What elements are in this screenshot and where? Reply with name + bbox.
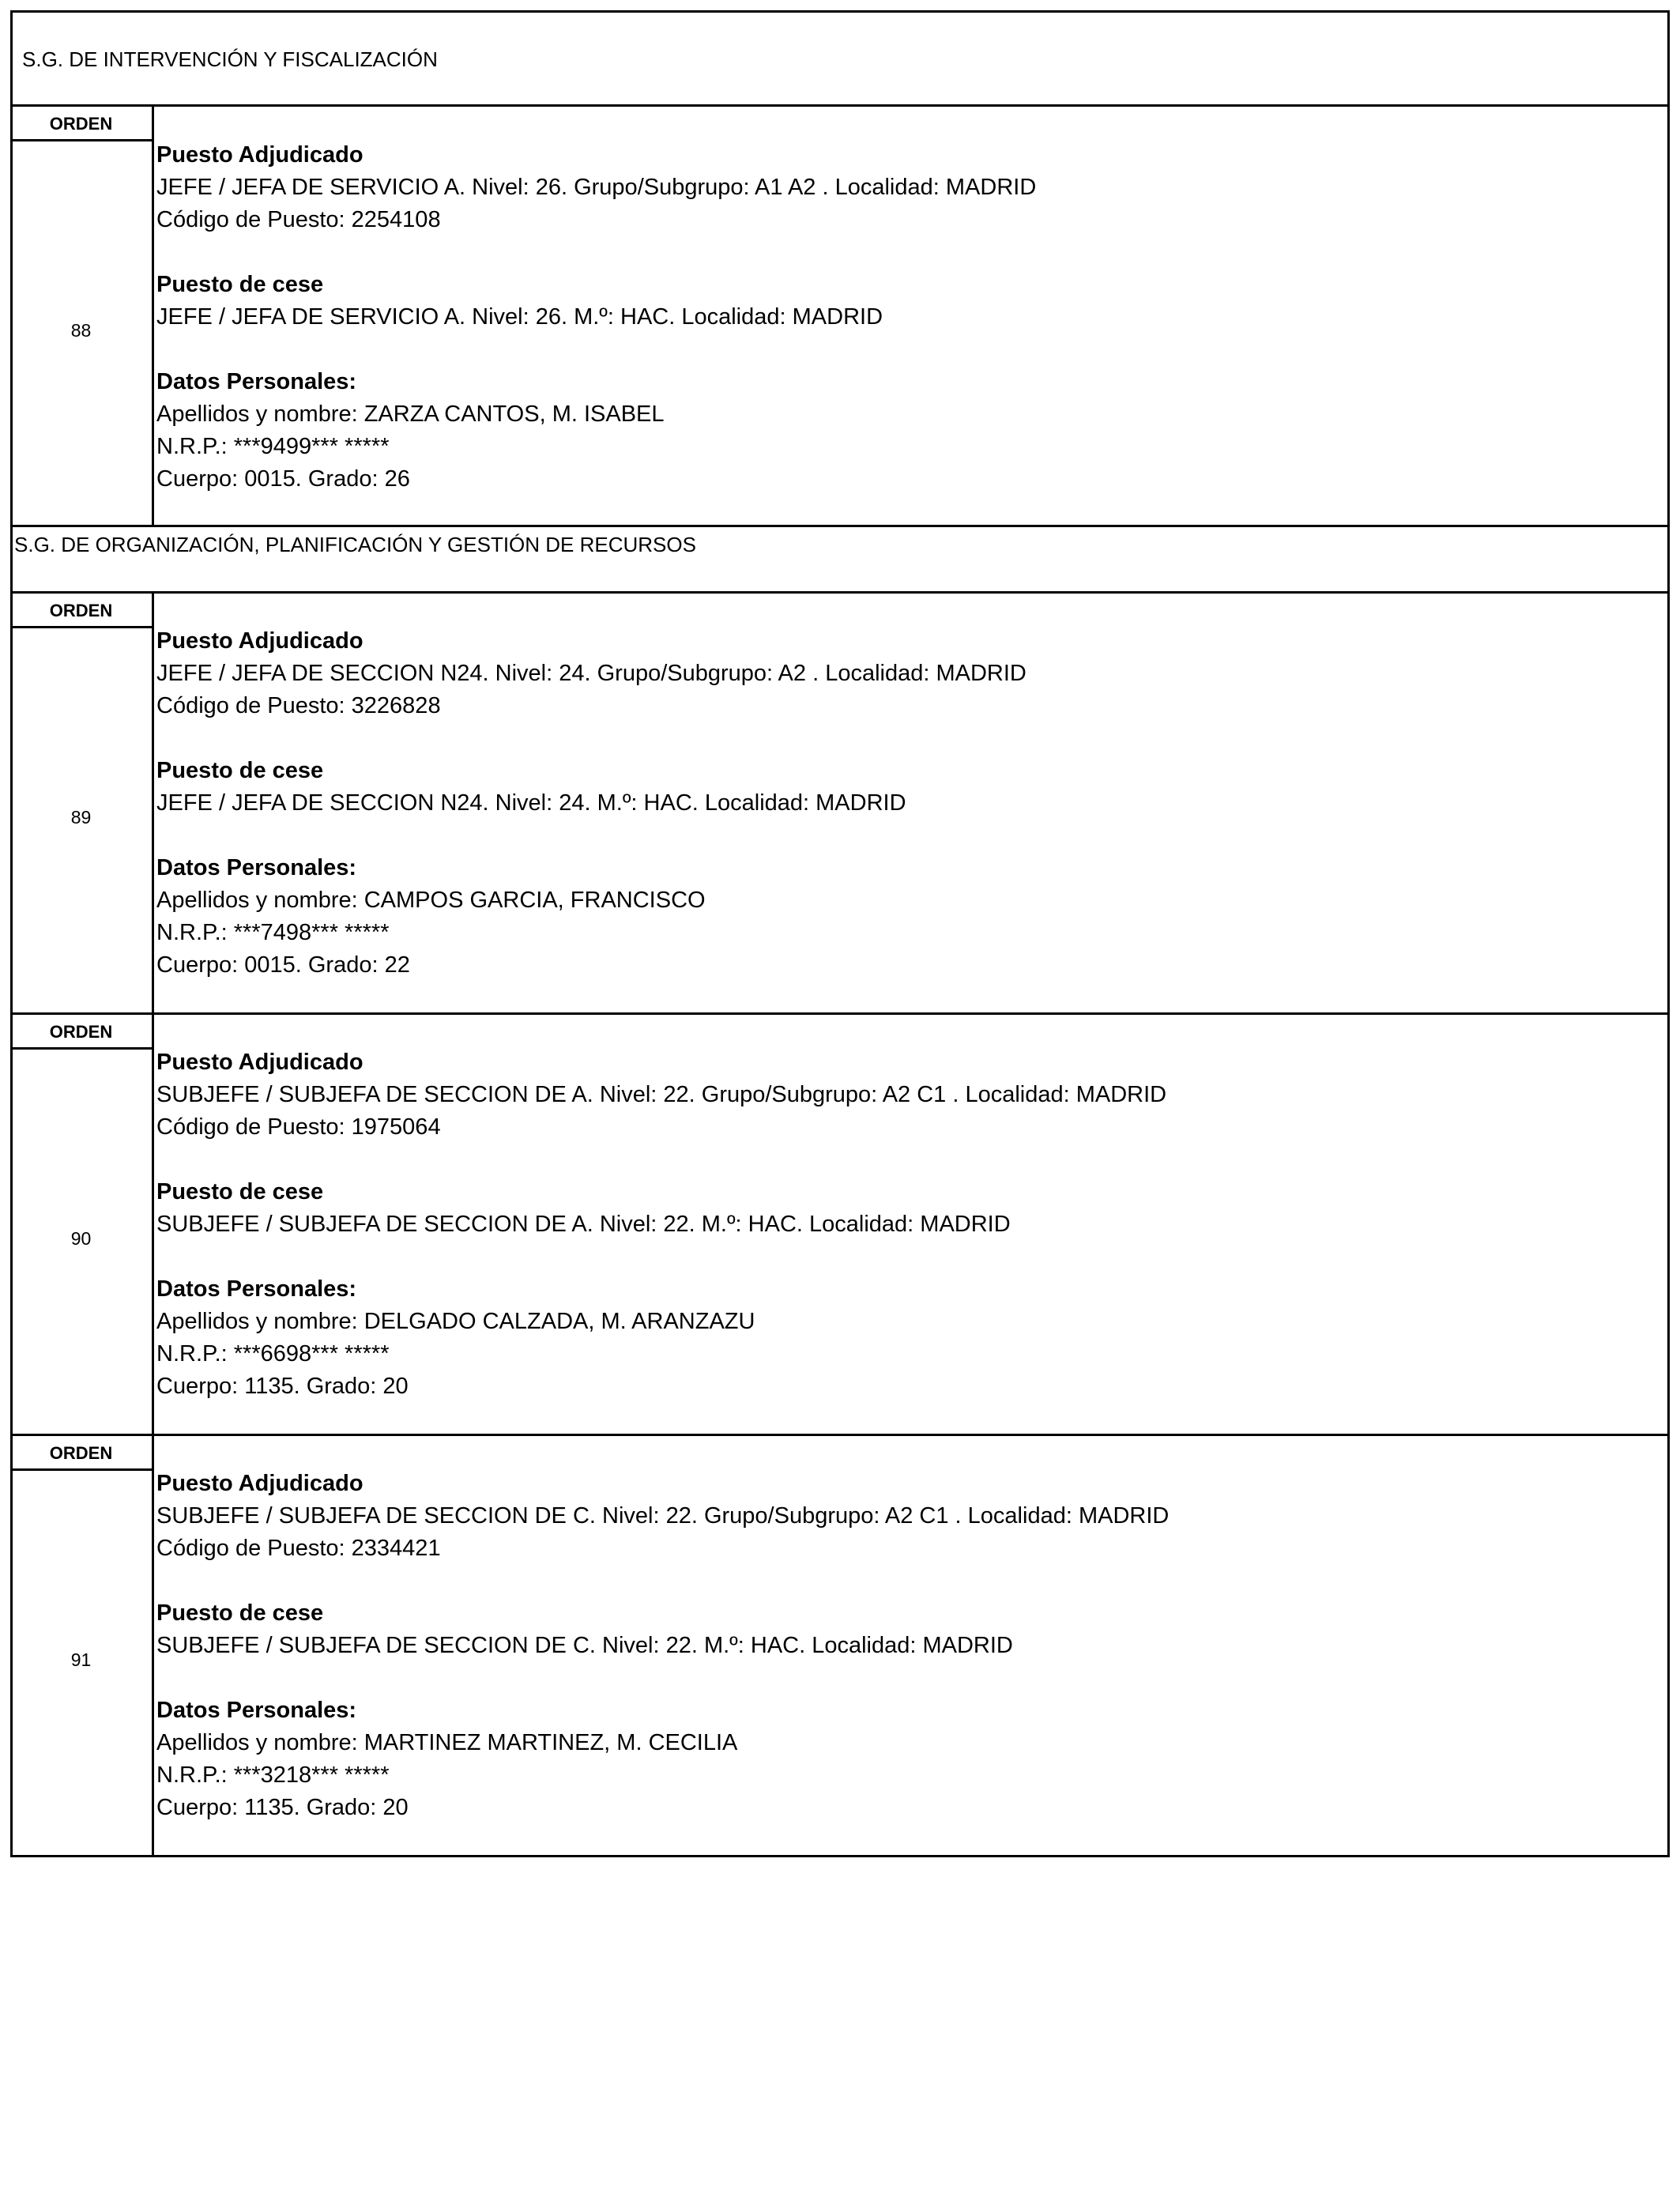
cuerpo-grado: Cuerpo: 1135. Grado: 20 <box>156 1374 409 1399</box>
row-divider <box>10 1012 1670 1015</box>
orden-number: 88 <box>70 320 92 341</box>
puesto-cese-heading: Puesto de cese <box>156 272 324 297</box>
cuerpo-grado: Cuerpo: 1135. Grado: 20 <box>156 1795 409 1820</box>
puesto-cese-text: JEFE / JEFA DE SERVICIO A. Nivel: 26. M.º: HAC. Localidad: MADRID <box>156 304 883 330</box>
apellidos-nombre: Apellidos y nombre: CAMPOS GARCIA, FRANCISCO <box>156 888 706 913</box>
puesto-adjudicado-heading: Puesto Adjudicado <box>156 1050 363 1075</box>
orden-number: 91 <box>70 1649 92 1670</box>
cuerpo-grado: Cuerpo: 0015. Grado: 26 <box>156 466 410 492</box>
orden-column <box>10 107 154 526</box>
nrp: N.R.P.: ***6698*** ***** <box>156 1341 390 1367</box>
section-divider <box>10 104 1670 107</box>
apellidos-nombre: Apellidos y nombre: DELGADO CALZADA, M. ARANZAZU <box>156 1309 755 1334</box>
entry-content <box>156 1046 1166 1403</box>
row-divider <box>10 1434 1670 1436</box>
section-divider <box>10 525 1670 527</box>
datos-personales-heading: Datos Personales: <box>156 1698 357 1723</box>
cuerpo-grado: Cuerpo: 0015. Grado: 22 <box>156 952 410 978</box>
table-top-border <box>10 10 1670 13</box>
orden-number: 89 <box>70 807 92 827</box>
entry-content <box>156 625 1026 982</box>
orden-column <box>10 1015 154 1436</box>
apellidos-nombre: Apellidos y nombre: MARTINEZ MARTINEZ, M. CECILIA <box>156 1730 738 1755</box>
datos-personales-heading: Datos Personales: <box>156 1276 357 1302</box>
puesto-adjudicado-heading: Puesto Adjudicado <box>156 628 363 654</box>
puesto-cese-heading: Puesto de cese <box>156 1600 324 1626</box>
entry-content <box>156 1468 1169 1824</box>
nrp: N.R.P.: ***3218*** ***** <box>156 1762 390 1788</box>
orden-label: ORDEN <box>10 110 152 141</box>
puesto-adjudicado-text: JEFE / JEFA DE SECCION N24. Nivel: 24. Grupo/Subgrupo: A2 . Localidad: MADRID <box>156 661 1026 686</box>
nrp: N.R.P.: ***7498*** ***** <box>156 920 390 945</box>
puesto-adjudicado-text: JEFE / JEFA DE SERVICIO A. Nivel: 26. Grupo/Subgrupo: A1 A2 . Localidad: MADRID <box>156 175 1037 200</box>
puesto-cese-heading: Puesto de cese <box>156 1179 324 1204</box>
puesto-adjudicado-heading: Puesto Adjudicado <box>156 1471 363 1496</box>
codigo-puesto: Código de Puesto: 2254108 <box>156 207 441 232</box>
codigo-puesto: Código de Puesto: 1975064 <box>156 1114 441 1140</box>
section-title: S.G. DE INTERVENCIÓN Y FISCALIZACIÓN <box>22 47 438 71</box>
datos-personales-heading: Datos Personales: <box>156 369 357 394</box>
apellidos-nombre: Apellidos y nombre: ZARZA CANTOS, M. ISABEL <box>156 401 665 427</box>
puesto-cese-text: SUBJEFE / SUBJEFA DE SECCION DE C. Nivel: 22. M.º: HAC. Localidad: MADRID <box>156 1633 1013 1658</box>
orden-column <box>10 594 154 1014</box>
puesto-adjudicado-heading: Puesto Adjudicado <box>156 142 363 168</box>
section-title: S.G. DE ORGANIZACIÓN, PLANIFICACIÓN Y GESTIÓN DE RECURSOS <box>14 533 696 556</box>
nrp: N.R.P.: ***9499*** ***** <box>156 434 390 459</box>
orden-label: ORDEN <box>10 1439 152 1471</box>
table-right-border <box>1667 10 1670 1857</box>
puesto-adjudicado-text: SUBJEFE / SUBJEFA DE SECCION DE C. Nivel: 22. Grupo/Subgrupo: A2 C1 . Localidad: MADRID <box>156 1503 1170 1529</box>
section-divider <box>10 591 1670 594</box>
table-bottom-border <box>10 1855 1670 1857</box>
codigo-puesto: Código de Puesto: 2334421 <box>156 1536 441 1561</box>
datos-personales-heading: Datos Personales: <box>156 855 357 880</box>
orden-label: ORDEN <box>10 1018 152 1050</box>
puesto-cese-text: SUBJEFE / SUBJEFA DE SECCION DE A. Nivel: 22. M.º: HAC. Localidad: MADRID <box>156 1212 1011 1237</box>
puesto-cese-heading: Puesto de cese <box>156 758 324 783</box>
orden-column <box>10 1436 154 1857</box>
codigo-puesto: Código de Puesto: 3226828 <box>156 693 441 718</box>
entry-content <box>156 139 1036 496</box>
orden-number: 90 <box>70 1228 92 1249</box>
puesto-cese-text: JEFE / JEFA DE SECCION N24. Nivel: 24. M.º: HAC. Localidad: MADRID <box>156 790 906 816</box>
puesto-adjudicado-text: SUBJEFE / SUBJEFA DE SECCION DE A. Nivel: 22. Grupo/Subgrupo: A2 C1 . Localidad: MADRID <box>156 1082 1167 1107</box>
orden-label: ORDEN <box>10 597 152 628</box>
